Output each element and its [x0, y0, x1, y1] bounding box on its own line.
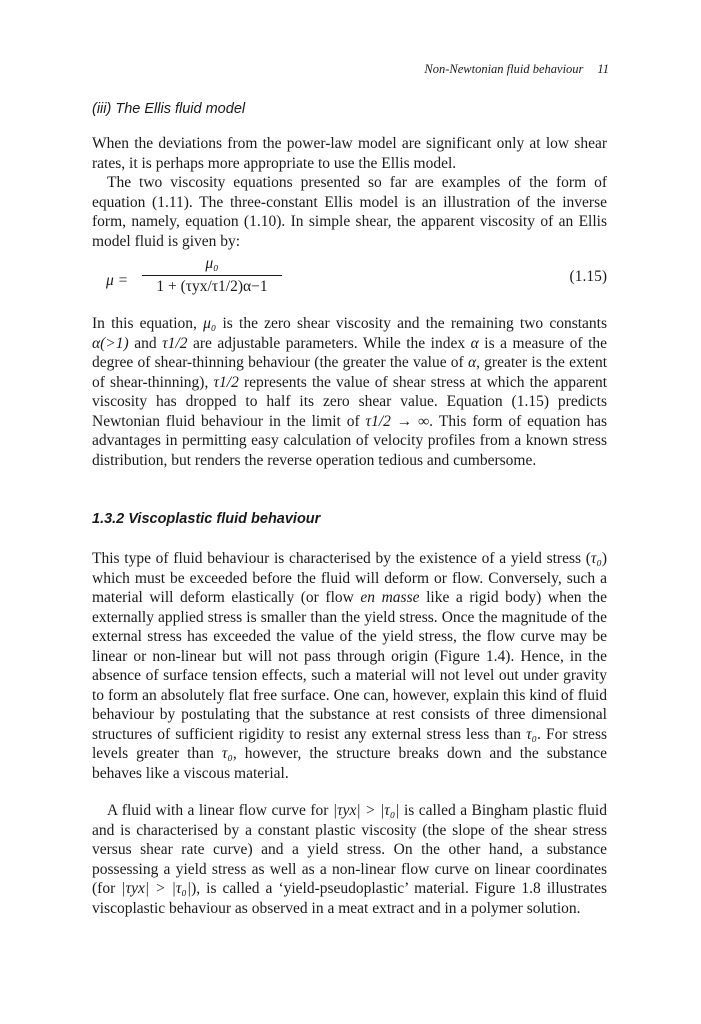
- math-tau0: τ₀: [526, 725, 538, 743]
- math-tau-half: τ1/2: [162, 334, 188, 352]
- page-number: 11: [597, 62, 609, 76]
- equation-lhs: μ =: [106, 272, 129, 289]
- math-limit: τ1/2 → ∞: [365, 412, 430, 430]
- math-condition: |τyx| > |τ₀|: [332, 802, 400, 819]
- equation-denominator: 1 + (τyx/τ1/2)α−1: [156, 278, 268, 295]
- running-head-title: Non-Newtonian fluid behaviour: [424, 62, 584, 76]
- math-tau0: τ₀: [590, 550, 602, 567]
- paragraph-ellis-form: The two viscosity equations presented so far are examples of the form of equation (1.11). The three-constant Ellis model is an illustration of the inverse form, namely, equation (1.10). In simple shear, the apparent viscosity of an Ellis model fluid is given by:: [92, 174, 607, 250]
- paragraph-bingham-plastic: A fluid with a linear flow curve for |τyx| > |τ₀| is called a Bingham plastic fluid and is characterised by a constant plastic viscosity (the slope of the shear stress versus shear rate curve) and a yield stress. On the other hand, a substance possessing a yield stress as well as a non-linear flow curve on linear coordinates (for |τyx| > |τ₀|), is called a ‘yield-pseudoplastic’ material. Figure 1.8 illustrates viscoplastic behaviour as observed in a meat extract and in a polymer solution.: [92, 802, 608, 917]
- equation-1-15: [92, 255, 607, 301]
- paragraph-intro: When the deviations from the power-law model are significant only at low shear rates, it is perhaps more appropriate to use the Ellis model.: [92, 135, 607, 172]
- running-head: [92, 62, 609, 77]
- equation-numerator: μ₀: [205, 255, 219, 272]
- paragraph-yield-stress: This type of fluid behaviour is characterised by the existence of a yield stress (τ₀) which must be exceeded before the fluid will deform or flow. Conversely, such a material will deform elastically (or flow en masse like a rigid body) when the externally applied stress is smaller than the yield stress. Once the magnitude of the external stress has exceeded the value of the yield stress, the flow curve may be linear or non-linear but will not pass through origin (Figure 1.4). Hence, in the absence of surface tension effects, such a material will not level out under gravity to form an absolutely flat free surface. One can, however, explain this kind of fluid behaviour by postulating that the substance at rest consists of three dimensional structures of sufficient rigidity to resist any external stress less than τ₀. For stress levels greater than τ₀, however, the structure breaks down and the substance behaves like a viscous material.: [92, 550, 608, 782]
- math-alpha: α: [467, 354, 477, 371]
- section-heading: 1.3.2 Viscoplastic fluid behaviour: [92, 511, 321, 527]
- math-mu0: μ₀: [203, 315, 217, 332]
- equation-number: (1.15): [569, 268, 607, 285]
- emphasis-en-masse: en masse: [360, 589, 420, 606]
- subsection-title: (iii) The Ellis fluid model: [92, 101, 246, 117]
- math-condition: |τyx| > |τ₀|: [121, 880, 192, 897]
- paragraph-ellis-parameters: In this equation, μ₀ is the zero shear viscosity and the remaining two constants α(>1) and τ1/2 are adjustable parameters. While the index α is a measure of the degree of shear-thinning behaviour (the greater the value of α, greater is the extent of shear-thinning), τ1/2 represents the value of shear stress at which the apparent viscosity has dropped to half its zero shear value. Equation (1.15) predicts Newtonian fluid behaviour in the limit of τ1/2 → ∞. This form of equation has advantages in permitting easy calculation of velocity profiles from a known stress distribution, but renders the reverse operation tedious and cumbersome.: [92, 315, 608, 469]
- math-alpha: α: [470, 334, 479, 352]
- math-alpha-condition: α(>1): [92, 334, 129, 352]
- equation-fraction: [140, 255, 284, 296]
- math-tau0: τ₀: [221, 745, 233, 762]
- math-tau-half: τ1/2: [213, 373, 239, 391]
